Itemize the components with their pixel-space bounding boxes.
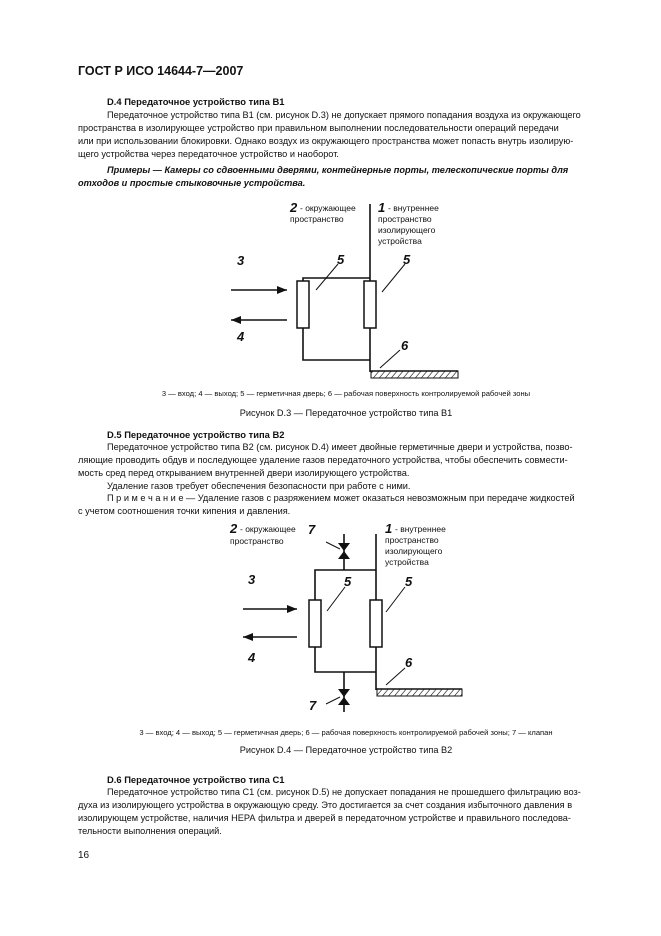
- fig4-num-3: 3: [248, 572, 256, 587]
- text-line: Передаточное устройство типа В2 (см. рисунок D.4) имеет двойные герметичные двери и устройства, позво-: [107, 442, 573, 452]
- fig3-label-2-num: 2: [290, 200, 298, 215]
- fig4-num-7: 7: [309, 698, 317, 713]
- section-d5-heading: D.5 Передаточное устройство типа В2: [107, 429, 285, 440]
- fig3-label-1-text: пространство: [378, 214, 432, 224]
- fig3-num-6: 6: [401, 338, 409, 353]
- text-line: Передаточное устройство типа С1 (см. рисунок D.5) не допускает попадания не прошедшего фильтрацию воз-: [107, 787, 581, 797]
- figure-d4-diagram: [0, 520, 661, 720]
- outer-sealed-door: [309, 600, 321, 647]
- text-line: тельности выполнения операций.: [78, 826, 222, 836]
- section-d4-body: [78, 109, 614, 161]
- fig3-label-1-num: 1: [378, 200, 386, 215]
- inner-sealed-door: [364, 281, 376, 328]
- section-d4-heading: D.4 Передаточное устройство типа В1: [107, 96, 285, 107]
- work-surface: [377, 689, 462, 696]
- page-number: 16: [78, 850, 90, 861]
- fig4-num-5: 5: [344, 574, 352, 589]
- fig4-num-4: 4: [248, 650, 256, 665]
- document-header: ГОСТ Р ИСО 14644-7—2007: [78, 64, 244, 78]
- figure-d3-diagram: [0, 190, 661, 390]
- fig3-label-2-text: пространство: [290, 214, 344, 224]
- figure-d3-legend: 3 — вход; 4 — выход; 5 — герметичная дверь; 6 — рабочая поверхность контролируемой рабочей зоны: [161, 389, 531, 398]
- fig3-label-2-text: - окружающее: [300, 203, 356, 213]
- fig4-label-1-text: пространство: [385, 535, 439, 545]
- inner-sealed-door: [370, 600, 382, 647]
- fig3-label-1-text: - внутреннее: [388, 203, 439, 213]
- text-line: Примеры — Камеры со сдвоенными дверями, контейнерные порты, телескопические порты для: [107, 165, 569, 175]
- fig3-label-1-text: изолирующего: [378, 225, 436, 235]
- fig4-num-5: 5: [405, 574, 413, 589]
- fig3-label-1-text: устройства: [378, 236, 422, 246]
- transfer-chamber: [303, 278, 370, 360]
- figure-d4-legend: 3 — вход; 4 — выход; 5 — герметичная дверь; 6 — рабочая поверхность контролируемой рабочей зоны; 7 — клапан: [139, 728, 553, 737]
- text-line: Передаточное устройство типа В1 (см. рисунок D.3) не допускает прямого попадания воздуха из окружающего: [107, 110, 581, 120]
- text-line: с учетом соотношения точки кипения и давления.: [78, 506, 291, 516]
- text-line: духа из изолирующего устройства в окружающую среду. Это достигается за счет создания избыточного давления в: [78, 800, 573, 810]
- section-d6-body: [78, 786, 614, 838]
- fig4-num-6: 6: [405, 655, 413, 670]
- fig3-num-4: 4: [237, 329, 245, 344]
- text-line: П р и м е ч а н и е — Удаление газов с разряжением может оказаться невозможным при передаче жидкостей: [107, 493, 575, 503]
- fig3-num-3: 3: [237, 253, 245, 268]
- work-surface: [371, 371, 458, 378]
- fig4-label-1-text: устройства: [385, 557, 429, 567]
- text-line: изолирующем устройстве, наличия НЕРА фильтра и дверей в передаточном устройстве и правильного последова-: [78, 813, 571, 823]
- figure-d3-caption: Рисунок D.3 — Передаточное устройство типа В1: [239, 408, 453, 418]
- text-line: щего устройства через передаточное устройство и наоборот.: [78, 149, 339, 159]
- fig4-label-1-text: - внутреннее: [395, 524, 446, 534]
- section-d5-note: [78, 492, 614, 518]
- text-line: отходов и простые стыковочные устройства.: [78, 178, 306, 188]
- text-line: ляющие проводить обдув и последующее удаление газов передаточного устройства, чтобы обеспечить совмести-: [78, 455, 568, 465]
- text-line: Удаление газов требует обеспечения безопасности при работе с ними.: [107, 481, 411, 491]
- section-d6-heading: D.6 Передаточное устройство типа С1: [107, 774, 285, 785]
- fig4-label-2-text: пространство: [230, 536, 284, 546]
- text-line: пространства в изолирующее устройство при правильном выполнении последовательности операций передачи: [78, 123, 559, 133]
- fig4-label-1-num: 1: [385, 521, 393, 536]
- figure-d4-caption: Рисунок D.4 — Передаточное устройство типа В2: [239, 745, 453, 755]
- fig3-num-5: 5: [337, 252, 345, 267]
- text-line: мость сред перед открыванием внутренней двери изолирующего устройства.: [78, 468, 410, 478]
- fig4-label-2-num: 2: [230, 521, 238, 536]
- section-d4-examples: [78, 164, 614, 190]
- outer-sealed-door: [297, 281, 309, 328]
- valve-top: [338, 543, 350, 559]
- fig4-label-2-text: - окружающее: [240, 524, 296, 534]
- text-line: или при использовании блокировки. Однако воздух из окружающего пространства может попасть внутрь изолирую-: [78, 136, 574, 146]
- fig3-num-5: 5: [403, 252, 411, 267]
- fig4-label-1-text: изолирующего: [385, 546, 443, 556]
- fig4-num-7: 7: [308, 522, 316, 537]
- section-d5-body: [78, 441, 614, 493]
